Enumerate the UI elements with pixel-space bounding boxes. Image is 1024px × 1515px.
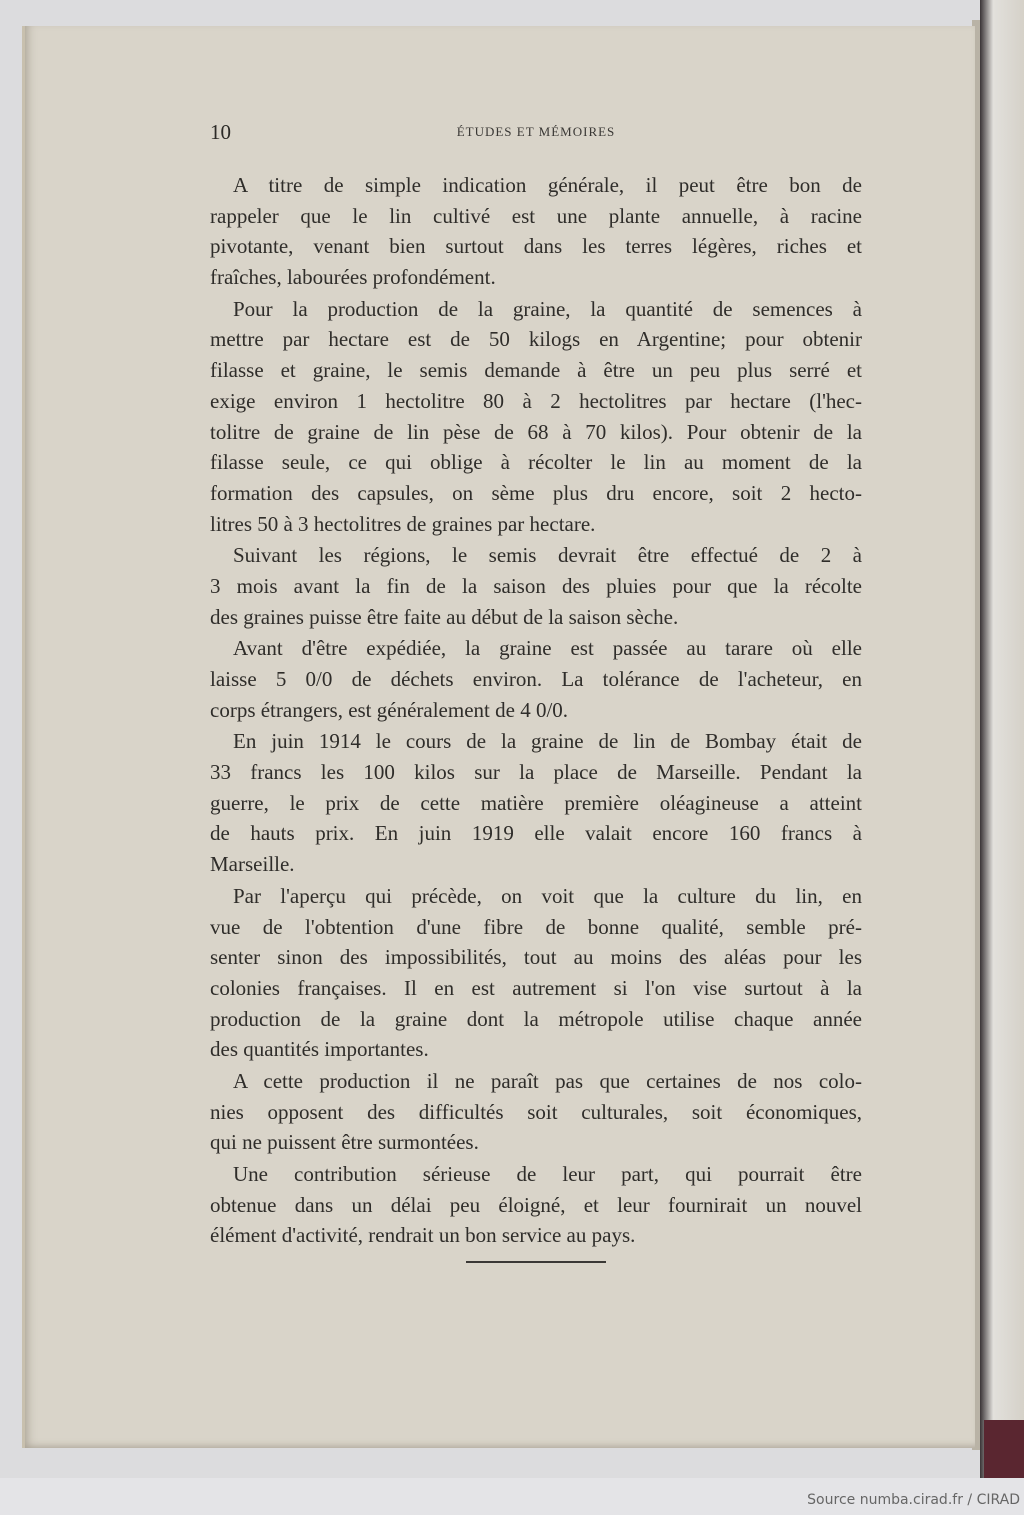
text-line: En juin 1914 le cours de la graine de lin de Bombay était de — [233, 729, 862, 754]
end-rule — [466, 1261, 606, 1263]
text-line: Par l'aperçu qui précède, on voit que la culture du lin, en — [233, 883, 862, 908]
text-line: mettre par hectare est de 50 kilogs en Argentine; pour obtenir — [210, 327, 862, 352]
text-line: Avant d'être expédiée, la graine est passée au tarare où elle — [233, 636, 862, 661]
text-line: qui ne puissent être surmontées. — [210, 1130, 479, 1155]
paragraph — [210, 540, 862, 632]
text-line: Suivant les régions, le semis devrait être effectué de 2 à — [233, 543, 862, 568]
paragraph — [210, 1066, 862, 1158]
text-line: filasse et graine, le semis demande à être un peu plus serré et — [210, 358, 862, 383]
text-line: exige environ 1 hectolitre 80 à 2 hectolitres par hectare (l'hec- — [210, 388, 862, 413]
book-binding — [980, 0, 1024, 1478]
text-line: litres 50 à 3 hectolitres de graines par hectare. — [210, 511, 596, 536]
text-line: senter sinon des impossibilités, tout au moins des aléas pour les — [210, 945, 862, 970]
binding-bottom — [984, 1420, 1024, 1478]
text-line: guerre, le prix de cette matière première oléagineuse a atteint — [210, 790, 862, 815]
text-line: 33 francs les 100 kilos sur la place de Marseille. Pendant la — [210, 760, 862, 785]
text-line: A cette production il ne paraît pas que certaines de nos colo- — [233, 1068, 862, 1093]
text-line: obtenue dans un délai peu éloigné, et leur fournirait un nouvel — [210, 1192, 862, 1217]
text-line: nies opposent des difficultés soit culturales, soit économiques, — [210, 1099, 862, 1124]
page-header — [210, 120, 862, 150]
text-line: Marseille. — [210, 852, 295, 877]
text-line: élément d'activité, rendrait un bon service au pays. — [210, 1223, 636, 1248]
text-line: formation des capsules, on sème plus dru encore, soit 2 hecto- — [210, 480, 862, 505]
page-number: 10 — [210, 120, 231, 144]
page-body — [210, 170, 862, 1252]
text-line: 3 mois avant la fin de la saison des pluies pour que la récolte — [210, 573, 862, 598]
text-line: Une contribution sérieuse de leur part, qui pourrait être — [233, 1162, 862, 1186]
text-line: fraîches, labourées profondément. — [210, 265, 496, 290]
paragraph — [210, 881, 862, 1065]
text-line: filasse seule, ce qui oblige à récolter le lin au moment de la — [210, 450, 862, 475]
running-head: ÉTUDES ET MÉMOIRES — [456, 124, 616, 139]
text-line: laisse 5 0/0 de déchets environ. La tolérance de l'acheteur, en — [210, 667, 862, 691]
text-line: A titre de simple indication générale, il peut être bon de — [233, 173, 862, 197]
text-line: rappeler que le lin cultivé est une plante annuelle, à racine — [210, 203, 862, 228]
text-line: des graines puisse être faite au début de la saison sèche. — [210, 604, 679, 629]
text-line: corps étrangers, est généralement de 4 0/0. — [210, 697, 569, 722]
paragraph — [210, 1159, 862, 1251]
text-line: pivotante, venant bien surtout dans les terres légères, riches et — [210, 234, 862, 259]
text-line: de hauts prix. En juin 1919 elle valait encore 160 francs à — [210, 821, 862, 846]
paragraph — [210, 633, 862, 725]
text-line: vue de l'obtention d'une fibre de bonne qualité, semble pré- — [210, 914, 862, 939]
paragraph — [210, 726, 862, 879]
text-line: Pour la production de la graine, la quantité de semences à — [233, 296, 862, 321]
source-credit: Source numba.cirad.fr / CIRAD — [807, 1492, 1020, 1508]
paragraph — [210, 170, 862, 293]
text-line: tolitre de graine de lin pèse de 68 à 70 kilos). Pour obtenir de la — [210, 419, 862, 444]
text-line: colonies françaises. Il en est autrement si l'on vise surtout à la — [210, 975, 862, 1000]
text-line: production de la graine dont la métropole utilise chaque année — [210, 1006, 862, 1031]
paragraph — [210, 294, 862, 540]
text-line: des quantités importantes. — [210, 1037, 429, 1062]
